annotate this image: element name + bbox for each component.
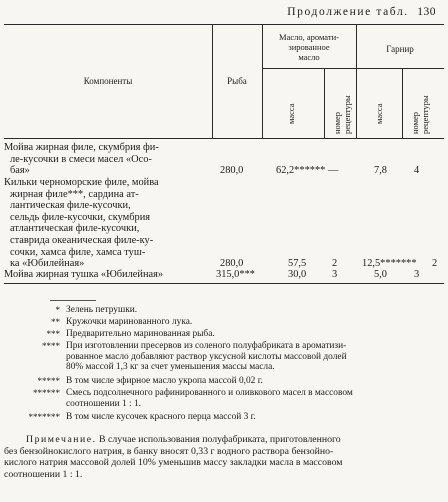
header-oil-recipe: номер рецептуры <box>332 95 352 134</box>
row-garnish-recipe: 4 <box>414 165 420 176</box>
row-garnish-recipe: 2 <box>432 258 438 269</box>
note-line: кислого натрия массовой долей 10% уменьшив массу закладки масла в массовом <box>4 457 343 469</box>
footnote: ** Кружочки маринованного лука. <box>51 317 193 327</box>
note-line: соотношении 1 : 1. <box>4 468 83 480</box>
footnote-separator <box>50 300 96 301</box>
header-fish: Рыба <box>227 76 247 86</box>
row-oil-recipe: 2 <box>332 258 338 269</box>
continuation-heading <box>287 6 436 18</box>
row-fish: 280,0 <box>220 258 244 269</box>
footnote: * Зелень петрушки. <box>55 305 138 315</box>
footnote: *** Предварительно маринованная рыба. <box>46 329 215 339</box>
table-bottom-rule <box>4 283 444 284</box>
row-oil-mass: 57,5 <box>288 258 307 269</box>
footnote: ***** В том числе эфирное масло укропа массой 0,02 г. <box>37 376 263 386</box>
oil-subheader-rule <box>262 68 356 69</box>
row-garnish-mass: 5,0 <box>374 269 387 280</box>
header-bottom-rule <box>4 138 444 139</box>
header-oil-mass: масса <box>286 103 296 124</box>
col-divider-garnish <box>402 69 403 139</box>
header-garnish-group: Гарнир <box>386 44 414 54</box>
row-oil-recipe: 3 <box>332 269 338 280</box>
row-components: Мойва жирная филе, скумбрия фи- ле-кусочки в смеси масел «Осо- бая» <box>4 142 159 177</box>
table-number: 130 <box>417 6 436 18</box>
row-fish: 315,0*** <box>216 269 255 280</box>
row-oil-mass: 30,0 <box>288 269 307 280</box>
row-oil-recipe: — <box>328 165 339 176</box>
col-divider-oil <box>324 69 325 139</box>
header-garnish-mass: масса <box>374 103 384 124</box>
footnote: **** При изготовлении пресервов из соленого полуфабриката в ароматизи- рованное масло добавляют раствор уксусной кислоты массовой долей 80% массой 1,3 кг за счет уменьшения массы масла. <box>42 341 347 373</box>
row-garnish-recipe: 3 <box>414 269 420 280</box>
garnish-subheader-rule <box>356 68 444 69</box>
note-label: Примечание. <box>26 434 97 445</box>
row-components: Кильки черноморские филе, мойва жирная филе***, сардина ат- лантическая филе-кусочки, сельдь филе-кусочки, скумбрия атлантическая филе-кусочки, ставрида океаническая филе-ку- сочки, хамса филе, хамса туш- ка «Юбилейная» <box>4 177 159 270</box>
row-oil-mass: 62,2****** <box>276 165 326 176</box>
col-divider-oil-garnish <box>356 24 357 139</box>
header-oil-group: Масло, аромати- зированное масло <box>279 32 339 62</box>
row-components: Мойва жирная тушка «Юбилейная» <box>4 269 164 280</box>
header-components: Компоненты <box>83 76 133 86</box>
footnote: ****** Смесь подсолнечного рафинированного и оливкового масел в массовом соотношении 1 : 1. <box>33 388 353 409</box>
continuation-label: Продолжение табл. <box>287 6 409 18</box>
row-garnish-mass: 7,8 <box>374 165 387 176</box>
note-line: без бензойнокислого натрия, в банку вносят 0,33 г водного раствора бензойно- <box>4 445 334 457</box>
header-garnish-recipe: номер рецептуры <box>410 95 430 134</box>
row-garnish-mass: 12,5******* <box>362 258 417 269</box>
row-fish: 280,0 <box>220 165 244 176</box>
footnote: ******* В том числе кусочек красного перца массой 3 г. <box>28 412 256 422</box>
note-paragraph <box>4 434 444 480</box>
note-first-line: В случае использования полуфабриката, приготовленного <box>96 434 341 445</box>
table-top-rule <box>4 24 444 25</box>
